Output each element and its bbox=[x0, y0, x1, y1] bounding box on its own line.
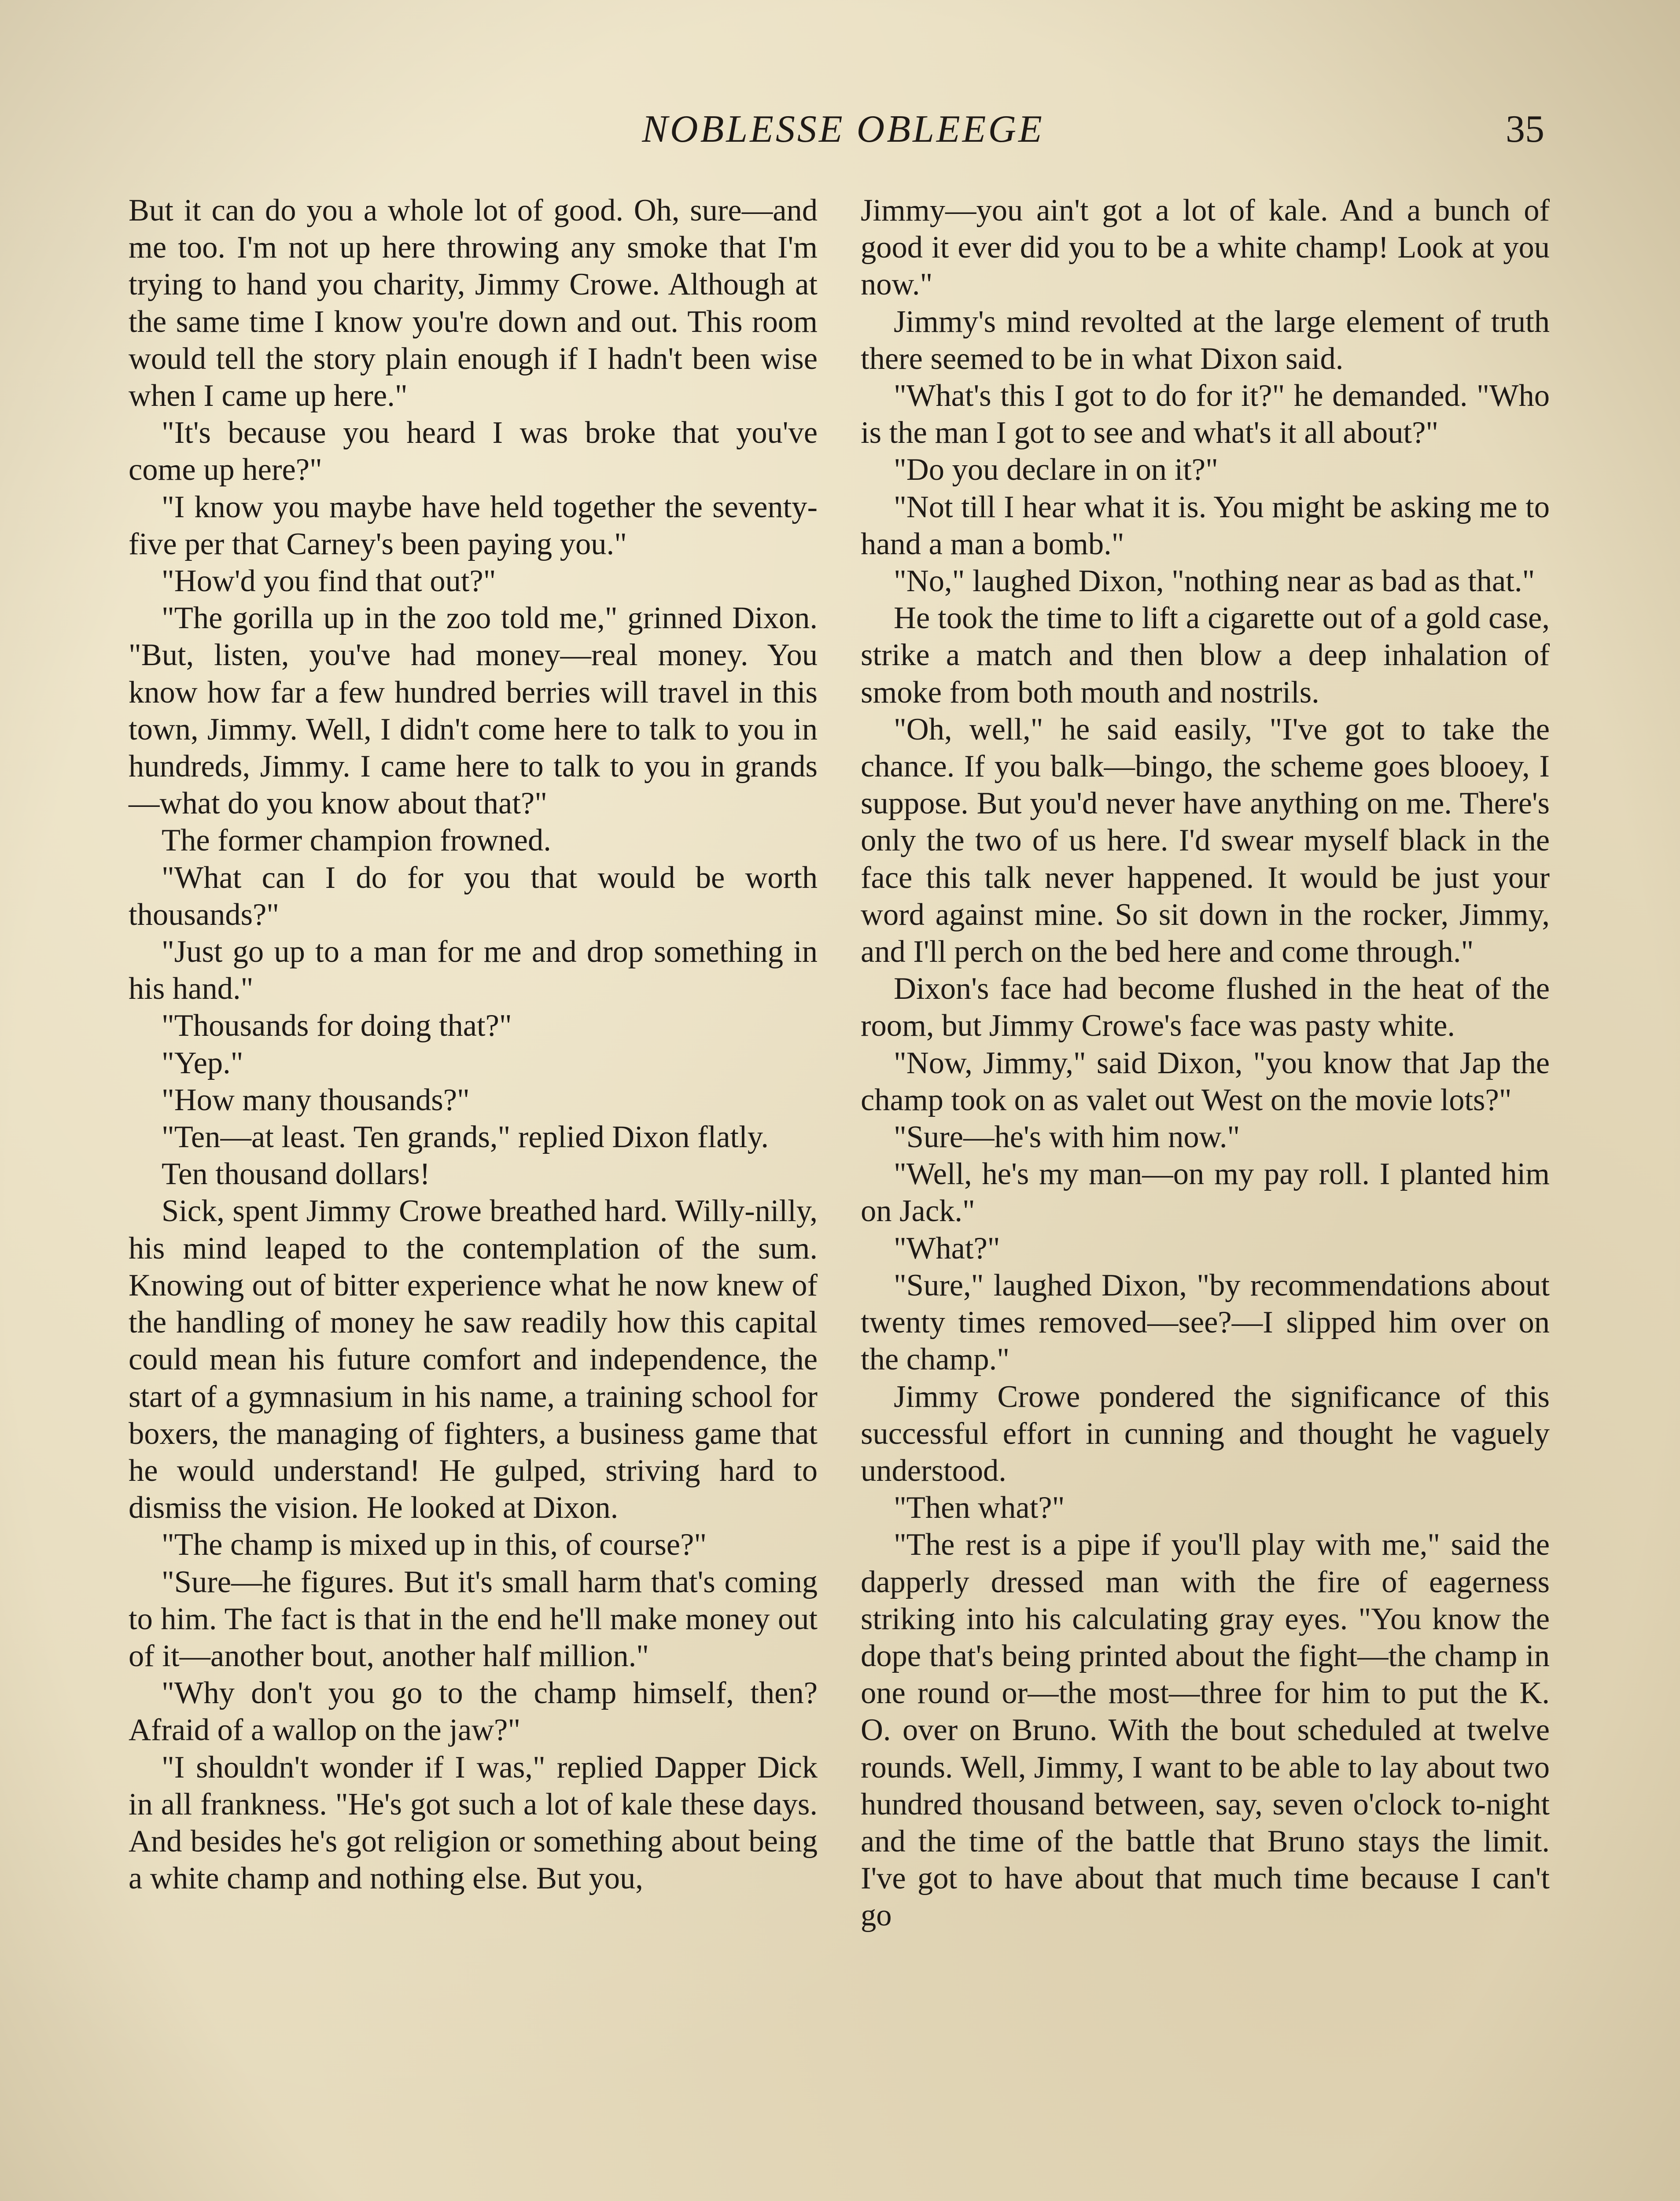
paragraph: "Then what?" bbox=[894, 1491, 1065, 1525]
paragraph: "The rest is a pipe if you'll play with me," said the dapperly dressed man with the fire of eagerness striking into his calculating gray eyes. "You know the dope that's being printed about the fight—the champ in one round or—the most—three for him to put the K. O. over on Bruno. With the bout scheduled at twelve rounds. Well, Jimmy, I want to be able to lay about two hundred thousand between, say, seven o'clock to-night and the time of the battle that Bruno stays the limit. I've got to have about that much time because I can't go bbox=[861, 1527, 1550, 1933]
paragraph: He took the time to lift a cigarette out of a gold case, strike a match and then blow a deep inhalation of smoke from both mouth and nostrils. bbox=[861, 601, 1550, 710]
paragraph: "Well, he's my man—on my pay roll. I planted him on Jack." bbox=[861, 1157, 1550, 1229]
paragraph: "How many thousands?" bbox=[162, 1082, 470, 1117]
page-number: 35 bbox=[1506, 108, 1544, 151]
paragraph: Sick, spent Jimmy Crowe breathed hard. Willy-nilly, his mind leaped to the contemplation of the sum. Knowing out of bitter experience what he now knew of the handling of money he saw readily how this capital could mean his future comfort and independence, the start of a gymnasium in his name, a training school for boxers, the managing of fighters, a business game that he would understand! He gulped, striving hard to dismiss the vision. He looked at Dixon. bbox=[129, 1194, 818, 1525]
paragraph: "No," laughed Dixon, "nothing near as bad as that." bbox=[894, 564, 1535, 599]
paragraph: "How'd you find that out?" bbox=[162, 564, 496, 599]
paragraph: "Oh, well," he said easily, "I've got to take the chance. If you balk—bingo, the scheme goes blooey, I suppose. But you'd never have anything on me. There's only the two of us here. I'd swear myself black in the face this talk never happened. It would be just your word against mine. So sit down in the rocker, Jimmy, and I'll perch on the bed here and come through." bbox=[861, 712, 1550, 969]
paragraph: "What?" bbox=[894, 1231, 1000, 1266]
paragraph: "The gorilla up in the zoo told me," grinned Dixon. "But, listen, you've had money—real money. You know how far a few hundred berries will travel in this town, Jimmy. Well, I didn't come here to talk to you in hundreds, Jimmy. I came here to talk to you in grands—what do you know about that?" bbox=[129, 601, 818, 821]
right-column bbox=[861, 192, 1550, 1934]
paragraph: "What's this I got to do for it?" he demanded. "Who is the man I got to see and what's it all about?" bbox=[861, 379, 1550, 450]
paragraph: "Ten—at least. Ten grands," replied Dixon flatly. bbox=[162, 1120, 769, 1155]
paragraph: "Sure—he's with him now." bbox=[894, 1120, 1240, 1155]
paragraph: "Now, Jimmy," said Dixon, "you know that Jap the champ took on as valet out West on the movie lots?" bbox=[861, 1045, 1550, 1117]
left-column bbox=[129, 192, 818, 1897]
running-title: NOBLESSE OBLEEGE bbox=[642, 108, 1044, 151]
paragraph: Jimmy's mind revolted at the large element of truth there seemed to be in what Dixon said. bbox=[861, 304, 1550, 376]
paragraph: "What can I do for you that would be worth thousands?" bbox=[129, 860, 818, 932]
paragraph: "Yep." bbox=[162, 1045, 243, 1080]
paragraph: But it can do you a whole lot of good. Oh, sure—and me too. I'm not up here throwing any smoke that I'm trying to hand you charity, Jimmy Crowe. Although at the same time I know you're down and out. This room would tell the story plain enough if I hadn't been wise when I came up here." bbox=[129, 193, 818, 413]
paragraph: Ten thousand dollars! bbox=[162, 1157, 430, 1192]
paragraph: "The champ is mixed up in this, of course?" bbox=[162, 1527, 707, 1562]
paragraph: Dixon's face had become flushed in the heat of the room, but Jimmy Crowe's face was pasty white. bbox=[861, 972, 1550, 1043]
paragraph: "Do you declare in on it?" bbox=[894, 453, 1218, 487]
paragraph: "I shouldn't wonder if I was," replied Dapper Dick in all frankness. "He's got such a lot of kale these days. And besides he's got religion or something about being a white champ and nothing else. But you, bbox=[129, 1750, 818, 1896]
paragraph: Jimmy—you ain't got a lot of kale. And a bunch of good it ever did you to be a white champ! Look at you now." bbox=[861, 193, 1550, 302]
paragraph: The former champion frowned. bbox=[162, 823, 551, 858]
paragraph: "Just go up to a man for me and drop something in his hand." bbox=[129, 935, 818, 1006]
paragraph: "Thousands for doing that?" bbox=[162, 1008, 512, 1043]
paragraph: "Not till I hear what it is. You might be asking me to hand a man a bomb." bbox=[861, 490, 1550, 561]
paragraph: "Sure," laughed Dixon, "by recommendations about twenty times removed—see?—I slipped him over on the champ." bbox=[861, 1268, 1550, 1377]
paragraph: "Sure—he figures. But it's small harm that's coming to him. The fact is that in the end he'll make money out of it—another bout, another half million." bbox=[129, 1564, 818, 1673]
paragraph: "It's because you heard I was broke that you've come up here?" bbox=[129, 416, 818, 487]
paragraph: "I know you maybe have held together the seventy-five per that Carney's been paying you." bbox=[129, 490, 818, 561]
paragraph: Jimmy Crowe pondered the significance of this successful effort in cunning and thought he vaguely understood. bbox=[861, 1379, 1550, 1488]
paragraph: "Why don't you go to the champ himself, then? Afraid of a wallop on the jaw?" bbox=[129, 1676, 818, 1748]
